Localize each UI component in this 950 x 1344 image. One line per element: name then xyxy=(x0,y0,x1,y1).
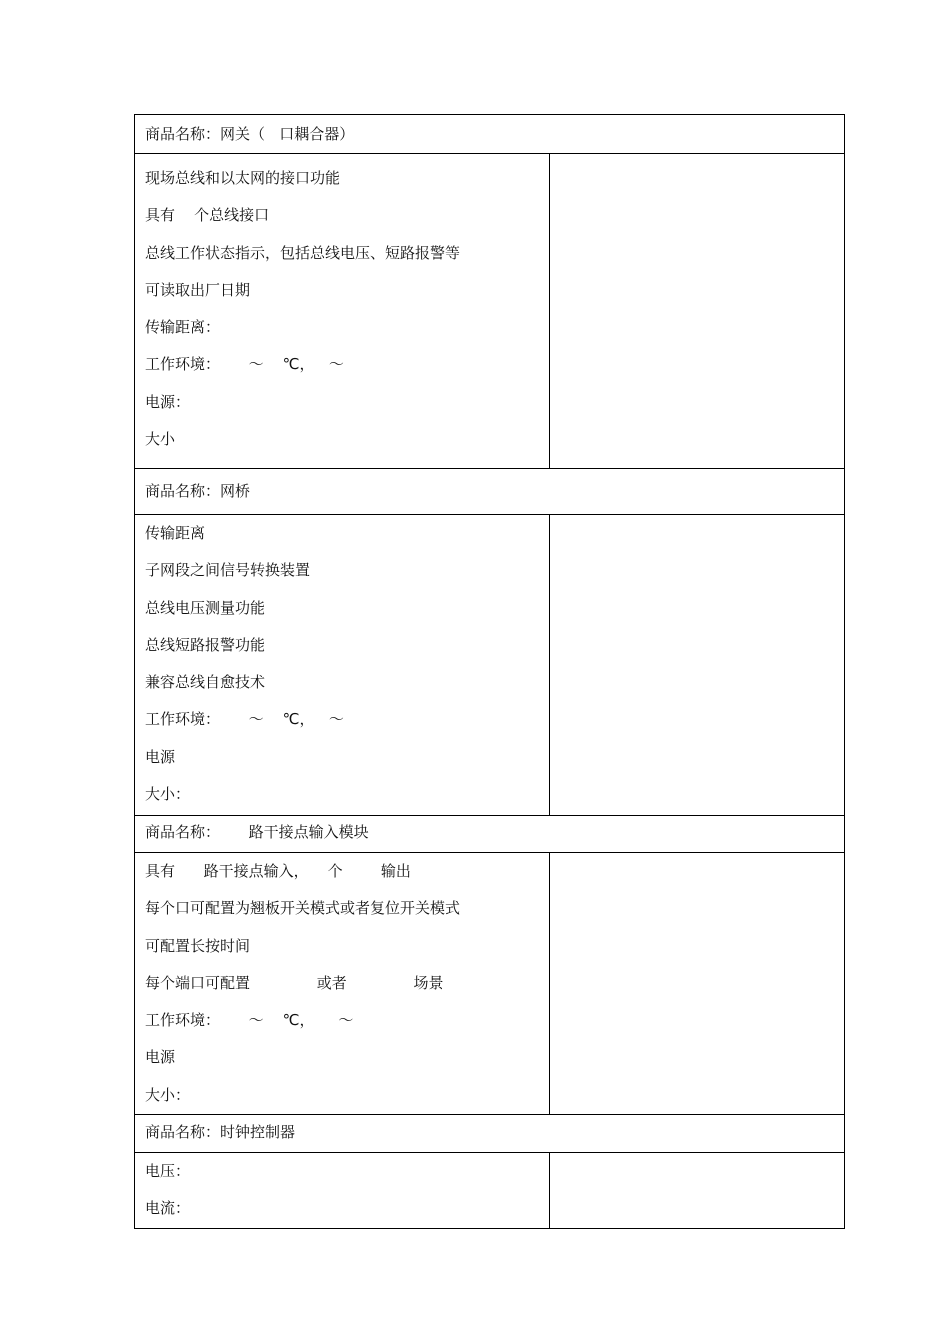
spec-line: 兼容总线自愈技术 xyxy=(145,673,266,692)
product-title-gateway: 商品名称：网关（ 口耦合器） xyxy=(135,115,845,154)
spec-line: 传输距离： xyxy=(145,318,221,337)
blank-cell xyxy=(550,853,845,1115)
spec-line: 大小 xyxy=(145,430,176,449)
blank-cell xyxy=(550,515,845,816)
product-title-row xyxy=(135,816,845,853)
spec-list-bridge xyxy=(135,515,550,816)
spec-line: 总线电压测量功能 xyxy=(145,598,266,617)
product-title-bridge: 商品名称：网桥 xyxy=(135,469,845,515)
spec-line: 现场总线和以太网的接口功能 xyxy=(145,169,341,187)
blank-cell xyxy=(550,1153,845,1229)
spec-line: 每个口可配置为翘板开关模式或者复位开关模式 xyxy=(145,899,461,918)
spec-line: 每个端口可配置 或者 场景 xyxy=(145,973,444,992)
spec-line: 电压： xyxy=(145,1162,191,1181)
spec-line: 具有 个总线接口 xyxy=(145,206,270,225)
spec-line: 工作环境： ～ ℃， ～ xyxy=(145,355,344,374)
spec-line: 工作环境： ～ ℃， ～ xyxy=(145,1011,354,1030)
spec-line: 大小： xyxy=(145,785,191,804)
product-spec-row xyxy=(135,853,845,1115)
spec-list-time-controller xyxy=(135,1153,550,1229)
spec-line: 传输距离 xyxy=(145,524,206,542)
spec-line: 电源 xyxy=(145,747,176,766)
spec-line: 电流： xyxy=(145,1199,191,1218)
spec-list-input-module xyxy=(135,853,550,1115)
spec-line: 可配置长按时间 xyxy=(145,936,251,955)
spec-line: 具有 路干接点输入， 个 输出 xyxy=(145,862,411,880)
product-spec-table xyxy=(134,114,845,1229)
spec-line: 子网段之间信号转换装置 xyxy=(145,561,311,580)
spec-line: 电源： xyxy=(145,392,191,411)
product-title-row xyxy=(135,469,845,515)
blank-cell xyxy=(550,154,845,469)
product-title-row xyxy=(135,1115,845,1153)
product-title-row xyxy=(135,115,845,154)
spec-line: 可读取出厂日期 xyxy=(145,280,251,299)
spec-line: 总线工作状态指示，包括总线电压、短路报警等 xyxy=(145,243,461,262)
product-spec-row xyxy=(135,154,845,469)
spec-line: 工作环境： ～ ℃， ～ xyxy=(145,710,344,729)
product-title-time-controller: 商品名称：时钟控制器 xyxy=(135,1115,845,1153)
spec-line: 大小： xyxy=(145,1085,191,1104)
product-spec-row xyxy=(135,515,845,816)
spec-line: 总线短路报警功能 xyxy=(145,635,266,654)
spec-list-gateway xyxy=(135,154,550,469)
spec-line: 电源 xyxy=(145,1048,176,1067)
product-spec-row xyxy=(135,1153,845,1229)
product-title-input-module: 商品名称： 路干接点输入模块 xyxy=(135,816,845,853)
